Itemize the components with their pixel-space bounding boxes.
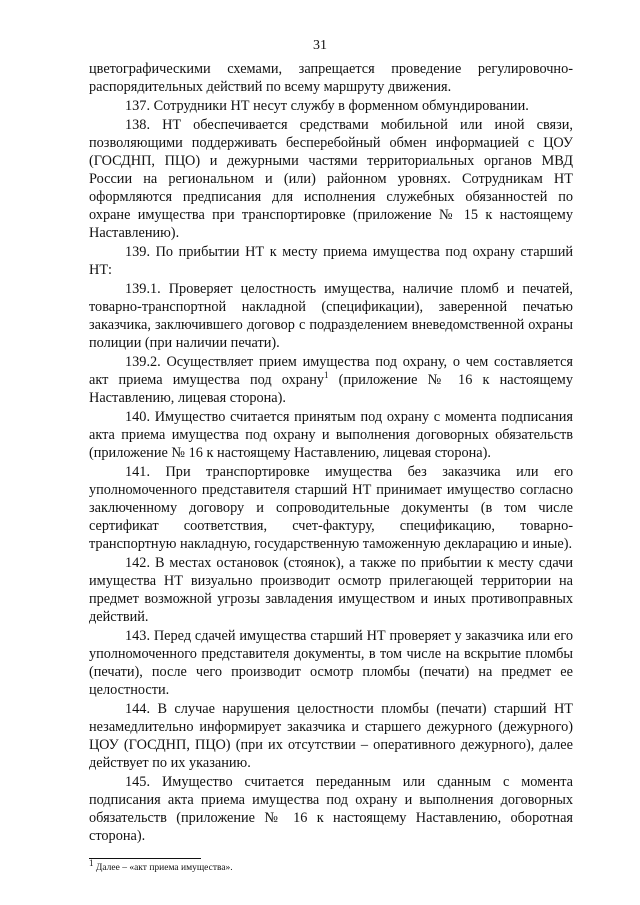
footnote-divider	[89, 858, 201, 859]
footnote-text: Далее – «акт приема имущества».	[93, 863, 233, 873]
paragraph-142: 142. В местах остановок (стоянок), а также по прибытии к месту сдачи имущества НТ визуально производит осмотр прилегающей территории на предмет возможной угрозы завладения имуществом и иных противоправных действий.	[89, 555, 573, 625]
paragraph-139-2-text: 139.2. Осуществляет прием имущества под охрану, о чем составляется акт приема имущества под охрану	[89, 354, 573, 388]
paragraph-144: 144. В случае нарушения целостности пломбы (печати) старший НТ незамедлительно информирует заказчика и старшего дежурного (дежурного) ЦОУ (ГОСДНП, ПЦО) (при их отсутствии – оперативного дежурного), далее действует по их указанию.	[89, 701, 573, 771]
paragraph-139-2-tail: (приложение № 16 к настоящему Наставлению, лицевая сторона).	[89, 372, 573, 406]
paragraph-continuation: цветографическими схемами, запрещается проведение регулировочно-распорядительных действий по всему маршруту движения.	[89, 61, 573, 95]
paragraph-137: 137. Сотрудники НТ несут службу в форменном обмундировании.	[125, 98, 529, 114]
paragraph-141: 141. При транспортировке имущества без заказчика или его уполномоченного представителя старший НТ принимает имущество согласно заключенному договору и сопроводительные документы (в том числе сертификат соответствия, счет-фактуру, спецификацию, товарно-транспортную накладную, государственную таможенную декларацию и иные).	[89, 464, 573, 552]
paragraph-139-1: 139.1. Проверяет целостность имущества, наличие пломб и печатей, товарно-транспортной накладной (спецификации), заверенной печатью заказчика, заключившего договор с подразделением вневедомственной охраны полиции (при наличии печати).	[89, 281, 573, 351]
paragraph-138: 138. НТ обеспечивается средствами мобильной или иной связи, позволяющими поддерживать бесперебойный обмен информацией с ЦОУ (ГОСДНП, ПЦО) и дежурными частями территориальных органов МВД России на региональном и (или) районном уровнях. Сотрудникам НТ оформляются предписания для исполнения служебных обязанностей по охране имущества при транспортировке (приложение № 15 к настоящему Наставлению).	[89, 117, 573, 241]
paragraph-145: 145. Имущество считается переданным или сданным с момента подписания акта приема имущества под охрану и выполнения договорных обязательств (приложение № 16 к настоящему Наставлению, оборотная сторона).	[89, 774, 573, 844]
footnote-mark: 1	[89, 857, 94, 868]
paragraph-140: 140. Имущество считается принятым под охрану с момента подписания акта приема имущества под охрану и выполнения договорных обязательств (приложение № 16 к настоящему Наставлению, лицевая сторона).	[89, 409, 573, 461]
paragraph-139-2	[89, 353, 573, 407]
footnote	[89, 857, 573, 874]
page-number: 31	[313, 38, 327, 53]
paragraph-139: 139. По прибытии НТ к месту приема имущества под охрану старший НТ:	[89, 244, 573, 278]
paragraph-143: 143. Перед сдачей имущества старший НТ проверяет у заказчика или его уполномоченного представителя документы, в том числе на вскрытие пломбы (печати), после чего производит осмотр пломбы (печати) на предмет ее целостности.	[89, 628, 573, 698]
document-body	[89, 60, 573, 846]
footnote-reference: 1	[324, 370, 329, 381]
